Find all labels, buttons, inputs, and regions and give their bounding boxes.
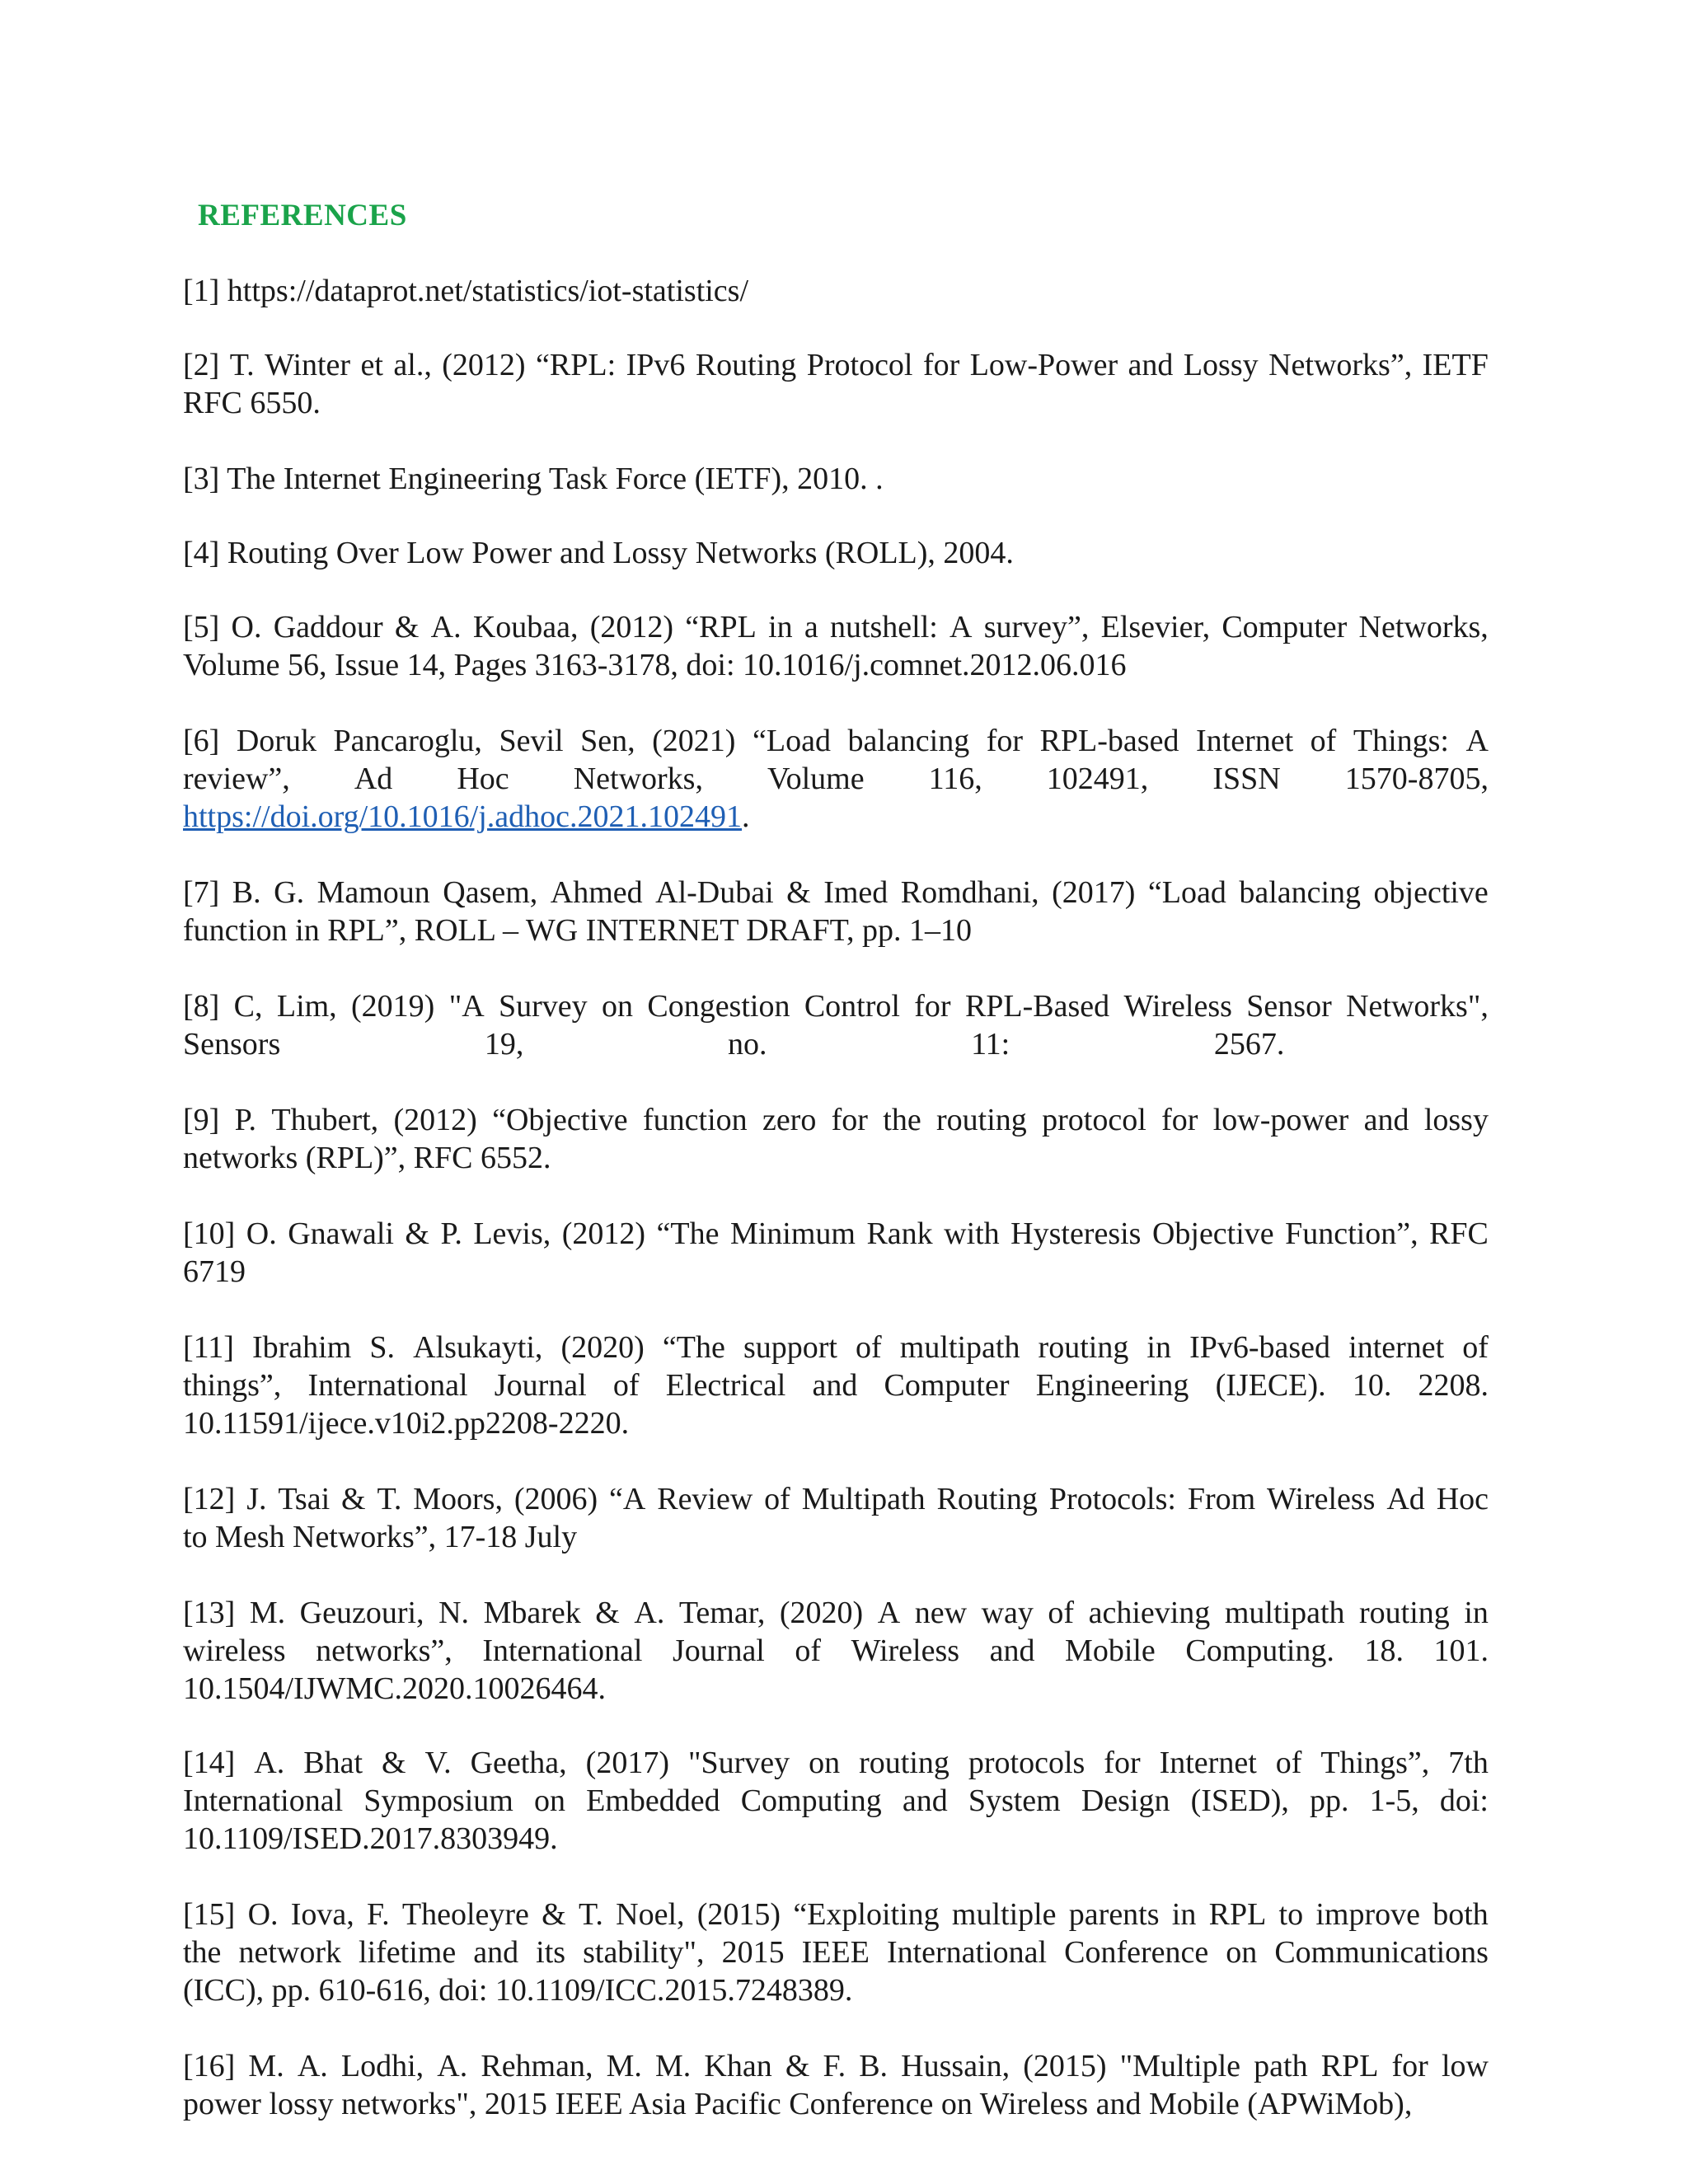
reference-item (183, 1594, 1489, 1708)
reference-item (183, 534, 1489, 572)
reference-item (183, 1101, 1489, 1177)
link-suffix: . (742, 799, 750, 834)
reference-line: [14] A. Bhat & V. Geetha, (2017) "Survey on routing protocols for Internet of Things”, 7th (183, 1746, 1489, 1780)
reference-line: Sensors 19, no. 11: 2567. (183, 1027, 1285, 1062)
reference-line: [12] J. Tsai & T. Moors, (2006) “A Review of Multipath Routing Protocols: From Wireless Ad Hoc (183, 1482, 1489, 1516)
reference-line: [4] Routing Over Low Power and Lossy Networks (ROLL), 2004. (183, 536, 1014, 570)
reference-line: [8] C, Lim, (2019) "A Survey on Congestion Control for RPL-Based Wireless Sensor Networks", (183, 989, 1489, 1024)
reference-line: [10] O. Gnawali & P. Levis, (2012) “The Minimum Rank with Hysteresis Objective Function”, RFC (183, 1216, 1489, 1251)
reference-line: International Symposium on Embedded Computing and System Design (ISED), pp. 1-5, doi: (183, 1783, 1489, 1818)
reference-line: 10.11591/ijece.v10i2.pp2208-2220. (183, 1406, 630, 1441)
reference-line: 6719 (183, 1254, 246, 1289)
reference-link-line (183, 798, 1489, 836)
reference-item (183, 272, 1489, 310)
doi-link[interactable]: https://doi.org/10.1016/j.adhoc.2021.102491 (183, 799, 743, 834)
reference-line: review”, Ad Hoc Networks, Volume 116, 102491, ISSN 1570-8705, (183, 762, 1489, 796)
reference-line: [5] O. Gaddour & A. Koubaa, (2012) “RPL in a nutshell: A survey”, Elsevier, Computer Networks, (183, 610, 1489, 644)
reference-line: [13] M. Geuzouri, N. Mbarek & A. Temar, (2020) A new way of achieving multipath routing in (183, 1596, 1489, 1630)
references-heading: REFERENCES (198, 199, 407, 232)
reference-item (183, 460, 1489, 498)
reference-line: [16] M. A. Lodhi, A. Rehman, M. M. Khan & F. B. Hussain, (2015) "Multiple path RPL for low (183, 2049, 1489, 2083)
reference-line: [1] https://dataprot.net/statistics/iot-statistics/ (183, 274, 749, 308)
reference-item (183, 1896, 1489, 2009)
reference-line: wireless networks”, International Journal of Wireless and Mobile Computing. 18. 101. (183, 1633, 1489, 1668)
reference-line: power lossy networks", 2015 IEEE Asia Pacific Conference on Wireless and Mobile (APWiMob), (183, 2087, 1413, 2121)
reference-item (183, 722, 1489, 836)
reference-item (183, 2047, 1489, 2123)
reference-line: (ICC), pp. 610-616, doi: 10.1109/ICC.2015.7248389. (183, 1973, 853, 2008)
reference-line: function in RPL”, ROLL – WG INTERNET DRAFT, pp. 1–10 (183, 913, 972, 948)
reference-line: [11] Ibrahim S. Alsukayti, (2020) “The support of multipath routing in IPv6-based internet of (183, 1330, 1489, 1365)
reference-item (183, 1329, 1489, 1442)
reference-line: 10.1109/ISED.2017.8303949. (183, 1821, 558, 1856)
reference-line: Volume 56, Issue 14, Pages 3163-3178, doi: 10.1016/j.comnet.2012.06.016 (183, 648, 1127, 682)
reference-line: to Mesh Networks”, 17-18 July (183, 1520, 578, 1554)
reference-item (183, 608, 1489, 684)
reference-item (183, 987, 1489, 1063)
reference-item (183, 346, 1489, 422)
reference-line: 10.1504/IJWMC.2020.10026464. (183, 1671, 606, 1706)
reference-line: [6] Doruk Pancaroglu, Sevil Sen, (2021) “Load balancing for RPL-based Internet of Things: A (183, 724, 1489, 758)
reference-item (183, 874, 1489, 949)
reference-line: [3] The Internet Engineering Task Force (IETF), 2010. . (183, 462, 884, 496)
reference-line: [2] T. Winter et al., (2012) “RPL: IPv6 Routing Protocol for Low-Power and Lossy Networks”, IETF (183, 348, 1489, 382)
reference-line: [15] O. Iova, F. Theoleyre & T. Noel, (2015) “Exploiting multiple parents in RPL to improve both (183, 1897, 1489, 1932)
reference-line: networks (RPL)”, RFC 6552. (183, 1141, 551, 1175)
reference-line: [7] B. G. Mamoun Qasem, Ahmed Al-Dubai & Imed Romdhani, (2017) “Load balancing objective (183, 875, 1489, 910)
reference-item (183, 1215, 1489, 1291)
reference-item (183, 1480, 1489, 1556)
reference-line: RFC 6550. (183, 386, 321, 420)
reference-line: [9] P. Thubert, (2012) “Objective function zero for the routing protocol for low-power and lossy (183, 1103, 1489, 1137)
reference-line: things”, International Journal of Electrical and Computer Engineering (IJECE). 10. 2208. (183, 1368, 1489, 1403)
reference-item (183, 1744, 1489, 1858)
reference-line: the network lifetime and its stability", 2015 IEEE International Conference on Communications (183, 1935, 1489, 1970)
